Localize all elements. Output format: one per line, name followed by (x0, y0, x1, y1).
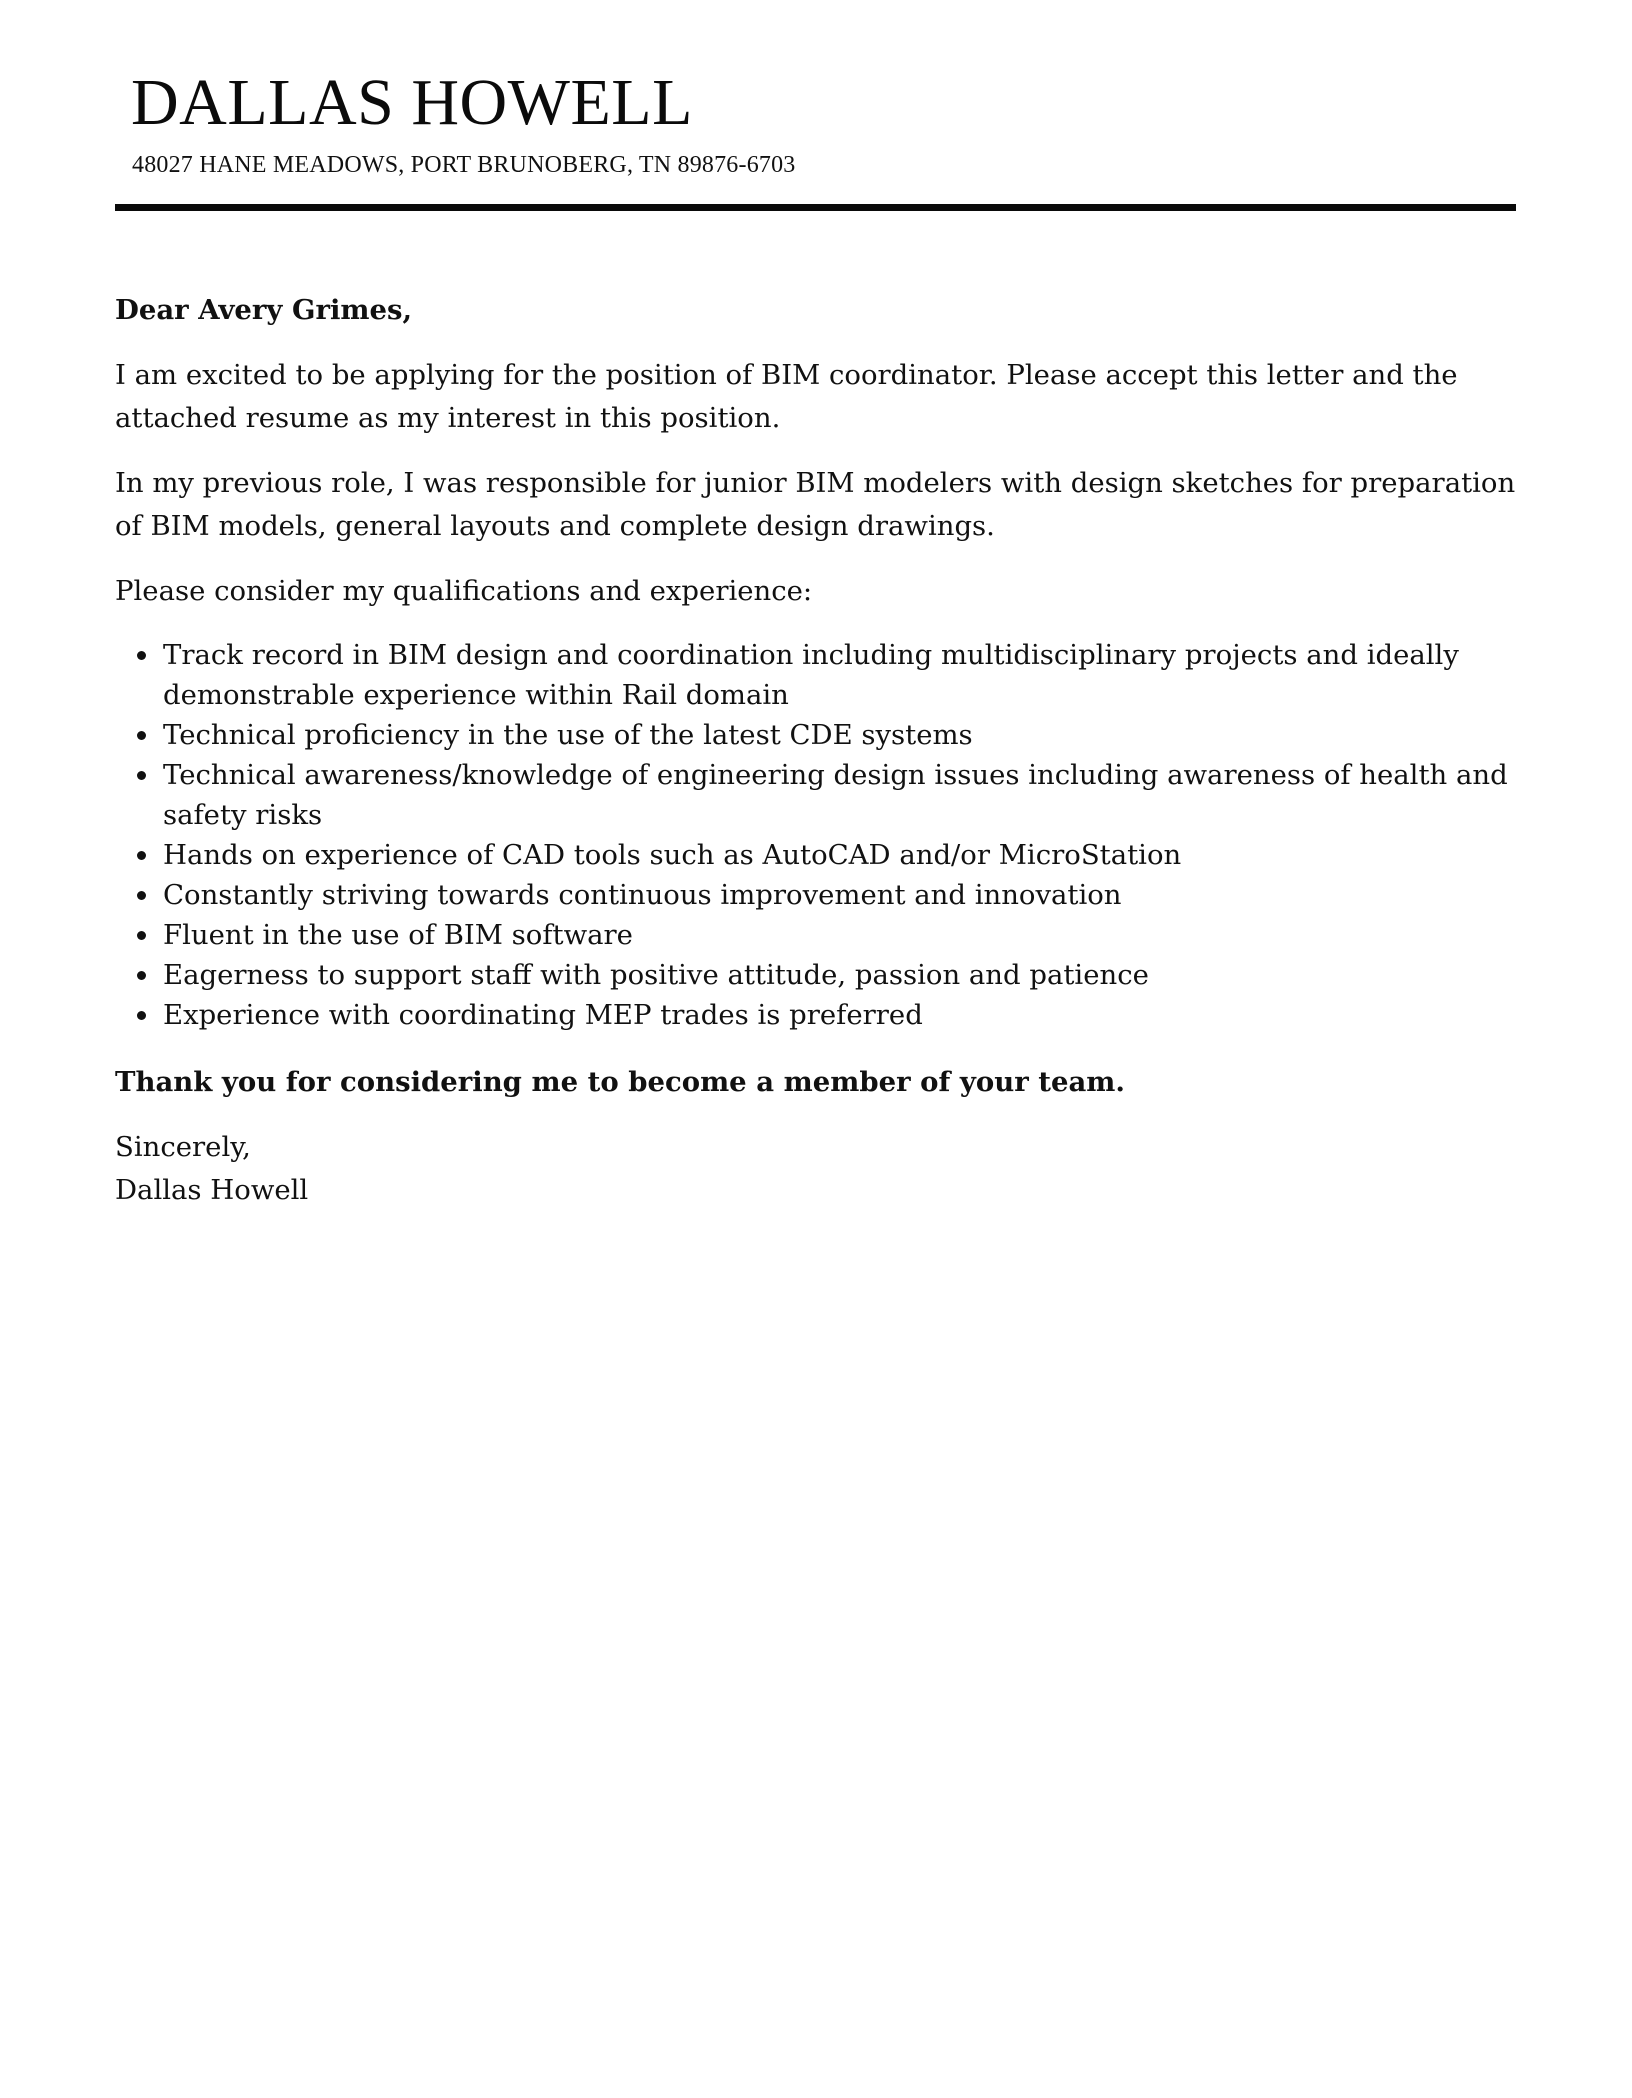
list-item: Eagerness to support staff with positive attitude, passion and patience (115, 955, 1520, 995)
letter-header (115, 62, 1515, 180)
applicant-address: 48027 HANE MEADOWS, PORT BRUNOBERG, TN 89876-6703 (132, 152, 796, 178)
list-item: Experience with coordinating MEP trades is preferred (115, 995, 1520, 1035)
qualifications-list (115, 635, 1520, 1035)
intro-paragraph: I am excited to be applying for the position of BIM coordinator. Please accept this letter and the attached resume as my interest in this position. (115, 359, 1458, 434)
qualifications-intro: Please consider my qualifications and experience: (115, 575, 813, 607)
closing-statement: Thank you for considering me to become a member of your team. (115, 1066, 1125, 1098)
list-item: Technical awareness/knowledge of engineering design issues including awareness of health and safety risks (115, 755, 1520, 835)
list-item: Constantly striving towards continuous improvement and innovation (115, 875, 1520, 915)
experience-paragraph: In my previous role, I was responsible for junior BIM modelers with design sketches for preparation of BIM models, general layouts and complete design drawings. (115, 467, 1516, 542)
list-item: Fluent in the use of BIM software (115, 915, 1520, 955)
signoff: Sincerely, (115, 1131, 251, 1163)
letter-body (115, 289, 1520, 1212)
list-item: Technical proficiency in the use of the latest CDE systems (115, 715, 1520, 755)
applicant-name: DALLAS HOWELL (131, 66, 693, 139)
list-item: Hands on experience of CAD tools such as AutoCAD and/or MicroStation (115, 835, 1520, 875)
list-item: Track record in BIM design and coordination including multidisciplinary projects and ideally demonstrable experience within Rail domain (115, 635, 1520, 715)
salutation: Dear Avery Grimes, (115, 294, 413, 326)
signature-name: Dallas Howell (115, 1174, 309, 1206)
signoff-block (115, 1126, 1520, 1212)
header-divider (115, 204, 1516, 211)
